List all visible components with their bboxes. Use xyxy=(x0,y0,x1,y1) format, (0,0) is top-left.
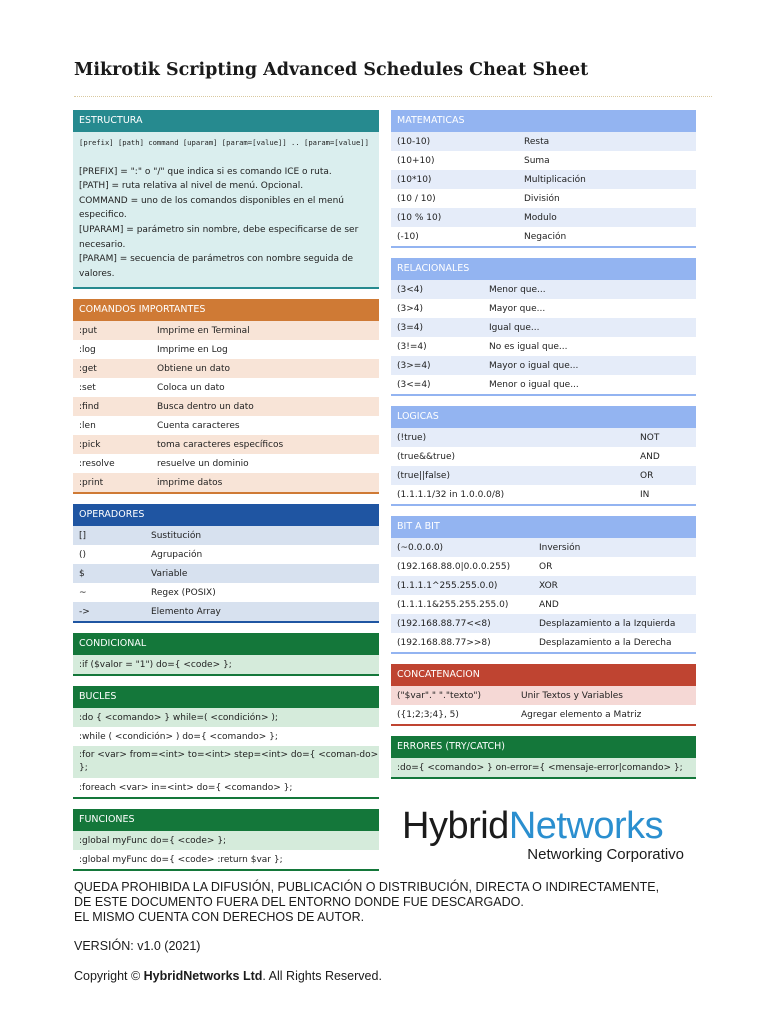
table-row xyxy=(391,208,696,227)
table-row xyxy=(391,189,696,208)
table-row xyxy=(73,397,379,416)
expression: (10+10) xyxy=(397,155,435,166)
copyright-prefix: Copyright © xyxy=(74,969,144,983)
table-row xyxy=(391,227,696,246)
command-name: :resolve xyxy=(79,458,115,469)
relacionales-footer-bar xyxy=(391,394,696,396)
logicas-rows xyxy=(391,428,696,504)
table-row xyxy=(73,378,379,397)
left-column xyxy=(73,110,379,881)
condicional-footer-bar xyxy=(73,674,379,676)
expression-description: Suma xyxy=(524,155,550,166)
estructura-syntax: [prefix] [path] command [uparam] [param=[value]] .. [param=[value]] xyxy=(79,138,369,147)
table-row xyxy=(391,485,696,504)
estructura-header: ESTRUCTURA xyxy=(73,110,379,132)
table-row xyxy=(73,602,379,621)
bitabit-card xyxy=(391,516,696,654)
expression: (192.168.88.77<<8) xyxy=(397,618,491,629)
expression: (3<=4) xyxy=(397,379,431,390)
command-description: Imprime en Terminal xyxy=(157,325,250,336)
expression-description: OR xyxy=(539,561,553,572)
hybridnetworks-logo xyxy=(402,806,684,863)
operator-description: Regex (POSIX) xyxy=(151,587,216,598)
expression: (3=4) xyxy=(397,322,424,333)
table-row: :if ($valor = "1") do={ <code> }; xyxy=(73,655,379,674)
operator-description: Elemento Array xyxy=(151,606,221,617)
expression-description: No es igual que... xyxy=(489,341,568,352)
page-title: Mikrotik Scripting Advanced Schedules Cheat Sheet xyxy=(74,60,589,80)
comandos-header: COMANDOS IMPORTANTES xyxy=(73,299,379,321)
bucles-rows xyxy=(73,708,379,797)
command-description: Imprime en Log xyxy=(157,344,228,355)
expression: (!true) xyxy=(397,432,427,443)
command-name: :find xyxy=(79,401,100,412)
errores-card xyxy=(391,736,696,779)
notice-line: EL MISMO CUENTA CON DERECHOS DE AUTOR. xyxy=(74,910,365,924)
logo-wordmark xyxy=(402,806,684,846)
bucles-card xyxy=(73,686,379,799)
command-name: :pick xyxy=(79,439,101,450)
expression-description: División xyxy=(524,193,560,204)
table-row: :do { <comando> } while=( <condición> ); xyxy=(73,708,379,727)
expression-description: OR xyxy=(640,470,654,481)
expression-description: Igual que... xyxy=(489,322,540,333)
command-name: :len xyxy=(79,420,96,431)
funciones-card xyxy=(73,809,379,871)
logicas-header: LOGICAS xyxy=(391,406,696,428)
table-row xyxy=(391,595,696,614)
expression: (3>4) xyxy=(397,303,424,314)
expression-description: IN xyxy=(640,489,650,500)
command-name: :log xyxy=(79,344,96,355)
estructura-line: [PARAM] = secuencia de parámetros con nombre seguida de valores. xyxy=(79,254,354,279)
operator-symbol: [] xyxy=(79,530,87,541)
expression: (true&&true) xyxy=(397,451,455,462)
funciones-footer-bar xyxy=(73,869,379,871)
expression-description: NOT xyxy=(640,432,660,443)
table-row xyxy=(73,435,379,454)
expression: (1.1.1.1/32 in 1.0.0.0/8) xyxy=(397,489,505,500)
logo-subtitle: Networking Corporativo xyxy=(527,846,684,863)
expression: (3!=4) xyxy=(397,341,427,352)
table-row xyxy=(391,170,696,189)
bitabit-header: BIT A BIT xyxy=(391,516,696,538)
title-divider xyxy=(74,96,712,97)
table-row xyxy=(391,280,696,299)
expression-description: Desplazamiento a la Derecha xyxy=(539,637,672,648)
table-row xyxy=(391,705,696,724)
expression-description: Desplazamiento a la Izquierda xyxy=(539,618,676,629)
logo-part-networks: Networks xyxy=(508,805,664,847)
table-row xyxy=(73,416,379,435)
command-description: Coloca un dato xyxy=(157,382,225,393)
expression: (1.1.1.1&255.255.255.0) xyxy=(397,599,509,610)
condicional-rows xyxy=(73,655,379,674)
bucles-footer-bar xyxy=(73,797,379,799)
concatenacion-footer-bar xyxy=(391,724,696,726)
bucles-header: BUCLES xyxy=(73,686,379,708)
command-name: :print xyxy=(79,477,104,488)
table-row xyxy=(73,454,379,473)
expression: (1.1.1.1^255.255.0.0) xyxy=(397,580,498,591)
copyright-suffix: . All Rights Reserved. xyxy=(262,969,382,983)
command-description: toma caracteres específicos xyxy=(157,439,284,450)
bitabit-footer-bar xyxy=(391,652,696,654)
table-row xyxy=(73,340,379,359)
table-row xyxy=(391,356,696,375)
funciones-rows xyxy=(73,831,379,869)
table-row xyxy=(73,564,379,583)
command-description: imprime datos xyxy=(157,477,223,488)
table-row xyxy=(391,557,696,576)
condicional-header: CONDICIONAL xyxy=(73,633,379,655)
operadores-footer-bar xyxy=(73,621,379,623)
expression: (3>=4) xyxy=(397,360,431,371)
expression: ({1;2;3;4}, 5) xyxy=(397,709,459,720)
logo-part-hybrid: Hybrid xyxy=(402,805,509,847)
matematicas-card xyxy=(391,110,696,248)
expression-description: Agregar elemento a Matriz xyxy=(521,709,642,720)
operator-symbol: ~ xyxy=(79,587,87,598)
errores-footer-bar xyxy=(391,777,696,779)
table-row xyxy=(391,151,696,170)
expression-description: Inversión xyxy=(539,542,581,553)
expression-description: Multiplicación xyxy=(524,174,586,185)
table-row xyxy=(73,526,379,545)
estructura-line: [PATH] = ruta relativa al nivel de menú. Opcional. xyxy=(79,181,304,192)
notice-line: DE ESTE DOCUMENTO FUERA DEL ENTORNO DONDE FUE DESCARGADO. xyxy=(74,895,524,909)
concatenacion-header: CONCATENACION xyxy=(391,664,696,686)
command-description: Busca dentro un dato xyxy=(157,401,254,412)
table-row xyxy=(391,466,696,485)
table-row xyxy=(391,318,696,337)
expression-description: Menor o igual que... xyxy=(489,379,579,390)
table-row xyxy=(73,583,379,602)
matematicas-header: MATEMATICAS xyxy=(391,110,696,132)
table-row xyxy=(391,614,696,633)
estructura-line: [UPARAM] = parámetro sin nombre, debe especificarse de ser necesario. xyxy=(79,224,359,250)
expression: (10 / 10) xyxy=(397,193,436,204)
operadores-rows xyxy=(73,526,379,621)
operator-description: Variable xyxy=(151,568,188,579)
expression-description: AND xyxy=(640,451,660,462)
operator-description: Agrupación xyxy=(151,549,203,560)
table-row xyxy=(391,633,696,652)
table-row xyxy=(391,538,696,557)
table-row xyxy=(73,321,379,340)
operator-symbol: () xyxy=(79,549,87,560)
matematicas-footer-bar xyxy=(391,246,696,248)
command-name: :get xyxy=(79,363,97,374)
command-description: resuelve un dominio xyxy=(157,458,249,469)
operadores-header: OPERADORES xyxy=(73,504,379,526)
funciones-header: FUNCIONES xyxy=(73,809,379,831)
relacionales-header: RELACIONALES xyxy=(391,258,696,280)
table-row xyxy=(73,545,379,564)
table-row xyxy=(391,337,696,356)
relacionales-rows xyxy=(391,280,696,394)
expression-description: Mayor que... xyxy=(489,303,546,314)
expression: (192.168.88.0|0.0.0.255) xyxy=(397,561,511,572)
logicas-footer-bar xyxy=(391,504,696,506)
comandos-card xyxy=(73,299,379,494)
expression-description: AND xyxy=(539,599,559,610)
copyright-company: HybridNetworks Ltd xyxy=(143,969,263,983)
relacionales-card xyxy=(391,258,696,396)
copyright-notice xyxy=(74,880,659,925)
expression: (192.168.88.77>>8) xyxy=(397,637,491,648)
version-label: VERSIÓN: v1.0 (2021) xyxy=(74,939,201,953)
table-row: :do={ <comando> } on-error={ <mensaje-error|comando> }; xyxy=(391,758,696,777)
command-name: :set xyxy=(79,382,96,393)
expression: (3<4) xyxy=(397,284,424,295)
expression-description: Unir Textos y Variables xyxy=(521,690,623,701)
table-row xyxy=(391,686,696,705)
expression-description: Negación xyxy=(524,231,567,242)
expression: (~0.0.0.0) xyxy=(397,542,444,553)
table-row xyxy=(391,576,696,595)
expression-description: Menor que... xyxy=(489,284,546,295)
expression-description: Resta xyxy=(524,136,550,147)
table-row: :foreach <var> in=<int> do={ <comando> }; xyxy=(73,778,379,797)
table-row xyxy=(391,428,696,447)
operadores-card xyxy=(73,504,379,623)
comandos-footer-bar xyxy=(73,492,379,494)
operator-symbol: $ xyxy=(79,568,85,579)
comandos-rows xyxy=(73,321,379,492)
command-description: Cuenta caracteres xyxy=(157,420,240,431)
expression-description: Modulo xyxy=(524,212,557,223)
table-row: :global myFunc do={ <code> }; xyxy=(73,831,379,850)
expression: (10 % 10) xyxy=(397,212,442,223)
concatenacion-card xyxy=(391,664,696,726)
expression-description: XOR xyxy=(539,580,558,591)
operator-symbol: -> xyxy=(79,606,90,617)
expression: (true||false) xyxy=(397,470,450,481)
table-row xyxy=(73,359,379,378)
table-row: :for <var> from=<int> to=<int> step=<int> do={ <coman-do> }; xyxy=(73,746,379,778)
matematicas-rows xyxy=(391,132,696,246)
table-row xyxy=(391,132,696,151)
table-row xyxy=(73,473,379,492)
condicional-card xyxy=(73,633,379,676)
command-description: Obtiene un dato xyxy=(157,363,230,374)
copyright-line xyxy=(74,969,382,983)
right-column xyxy=(391,110,696,789)
logicas-card xyxy=(391,406,696,506)
expression: (10*10) xyxy=(397,174,432,185)
errores-header: ERRORES (TRY/CATCH) xyxy=(391,736,696,758)
concatenacion-rows xyxy=(391,686,696,724)
estructura-line: [PREFIX] = ":" o "/" que indica si es comando ICE o ruta. xyxy=(79,166,332,177)
estructura-line: COMMAND = uno de los comandos disponibles en el menú especifico. xyxy=(79,195,344,221)
table-row: :global myFunc do={ <code> :return $var }; xyxy=(73,850,379,869)
table-row xyxy=(391,447,696,466)
table-row: :while ( <condición> ) do={ <comando> }; xyxy=(73,727,379,746)
expression: ("$var"." "."texto") xyxy=(397,690,481,701)
expression-description: Mayor o igual que... xyxy=(489,360,579,371)
table-row xyxy=(391,375,696,394)
command-name: :put xyxy=(79,325,97,336)
operator-description: Sustitución xyxy=(151,530,202,541)
estructura-card xyxy=(73,110,379,289)
estructura-footer-bar xyxy=(73,287,379,289)
notice-line: QUEDA PROHIBIDA LA DIFUSIÓN, PUBLICACIÓN O DISTRIBUCIÓN, DIRECTA O INDIRECTAMENTE, xyxy=(74,880,660,894)
expression: (10-10) xyxy=(397,136,431,147)
estructura-body xyxy=(73,132,379,287)
table-row xyxy=(391,299,696,318)
expression: (-10) xyxy=(397,231,419,242)
errores-rows xyxy=(391,758,696,777)
bitabit-rows xyxy=(391,538,696,652)
